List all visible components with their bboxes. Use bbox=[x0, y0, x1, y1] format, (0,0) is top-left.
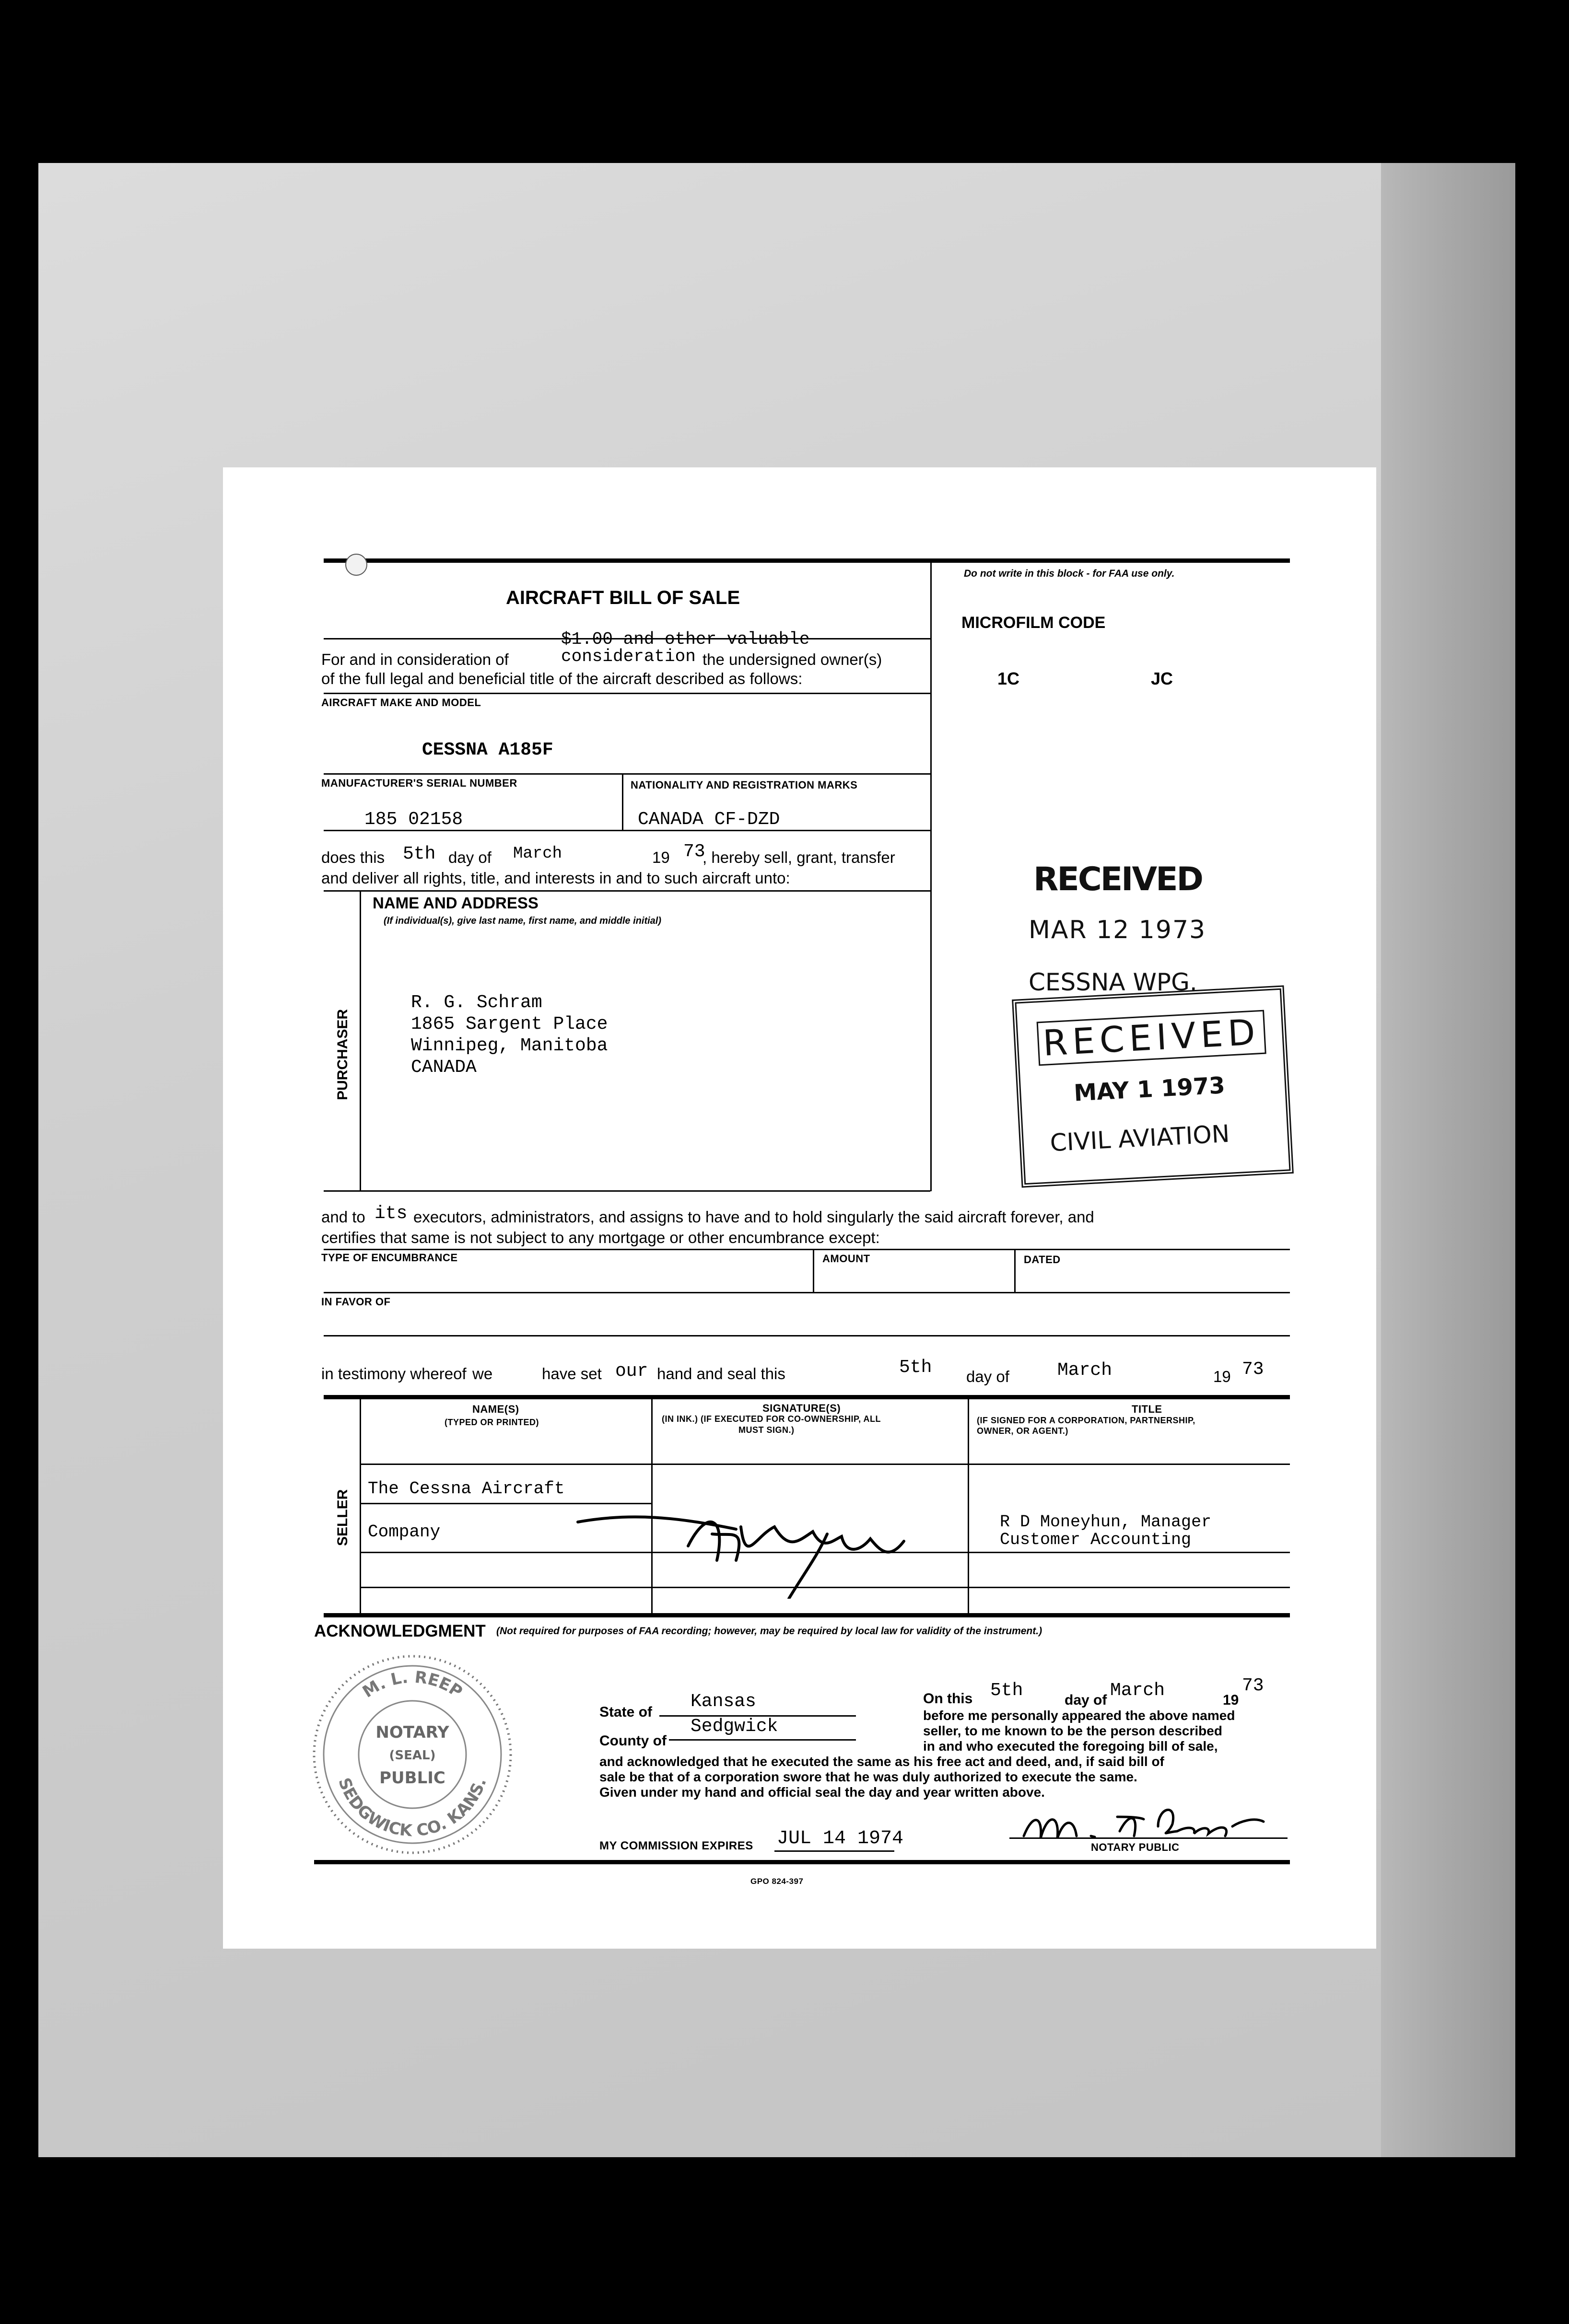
testimony-text-1: in testimony whereof bbox=[321, 1365, 467, 1383]
serial-value: 185 02158 bbox=[364, 809, 463, 830]
title-col-divider bbox=[968, 1395, 969, 1613]
county-label: County of bbox=[599, 1733, 667, 1749]
assigns-text-2: executors, administrators, and assigns to have and to hold singularly the said aircraft forever, and bbox=[413, 1208, 1094, 1226]
title-header: TITLE bbox=[1132, 1403, 1162, 1415]
purchaser-line-4: CANADA bbox=[411, 1057, 477, 1078]
testimony-month: March bbox=[1057, 1360, 1112, 1381]
ack-text-line-2: sale be that of a corporation swore that he was duly authorized to execute the same. bbox=[599, 1769, 1137, 1784]
ack-label: ACKNOWLEDGMENT bbox=[314, 1622, 486, 1640]
notary-label: NOTARY PUBLIC bbox=[1091, 1841, 1180, 1853]
seal-top-text: M. L. REEP bbox=[359, 1667, 466, 1702]
consideration-value-1: $1.00 and other valuable bbox=[561, 629, 810, 649]
seller-label: SELLER bbox=[335, 1489, 351, 1546]
assigns-text-1: and to bbox=[321, 1208, 365, 1226]
sell-year: 73 bbox=[683, 841, 705, 862]
names-header: NAME(S) bbox=[472, 1403, 519, 1415]
received-stamp-1-title: RECEIVED bbox=[1033, 860, 1202, 898]
rule-9 bbox=[324, 1395, 1290, 1399]
sell-day: 5th bbox=[403, 844, 436, 864]
microfilm-code-2: JC bbox=[1151, 669, 1173, 688]
seller-name-line-1: The Cessna Aircraft bbox=[368, 1479, 565, 1499]
commission-label: MY COMMISSION EXPIRES bbox=[599, 1839, 753, 1852]
notary-seal bbox=[307, 1649, 518, 1860]
seller-row-rule-2 bbox=[360, 1552, 1290, 1553]
ack-text-line-3: Given under my hand and official seal the day and year written above. bbox=[599, 1785, 1045, 1800]
testimony-text-2: have set bbox=[542, 1365, 602, 1383]
consideration-suffix: the undersigned owner(s) bbox=[703, 651, 882, 668]
rule-5 bbox=[324, 1190, 930, 1192]
testimony-year: 73 bbox=[1242, 1359, 1264, 1380]
title-subheader-2: OWNER, OR AGENT.) bbox=[977, 1426, 1068, 1436]
notary-rule bbox=[1009, 1837, 1288, 1839]
ack-year: 73 bbox=[1242, 1675, 1264, 1696]
punch-hole bbox=[345, 554, 367, 576]
title-subheader-1: (IF SIGNED FOR A CORPORATION, PARTNERSHIP, bbox=[977, 1416, 1195, 1425]
encumbrance-label: TYPE OF ENCUMBRANCE bbox=[321, 1252, 458, 1264]
amount-label: AMOUNT bbox=[822, 1253, 870, 1265]
on-this-label: On this bbox=[923, 1691, 973, 1707]
in-favor-label: IN FAVOR OF bbox=[321, 1296, 391, 1308]
dated-label: DATED bbox=[1024, 1254, 1061, 1266]
ack-day-of: day of bbox=[1065, 1692, 1107, 1708]
seal-center-3: PUBLIC bbox=[379, 1768, 445, 1788]
name-address-label: NAME AND ADDRESS bbox=[373, 894, 539, 912]
rule-7 bbox=[324, 1292, 1290, 1293]
received-stamp-2-org: CIVIL AVIATION bbox=[1049, 1119, 1230, 1157]
ack-text-line-1: and acknowledged that he executed the same as his free act and deed, and, if said bill of bbox=[599, 1754, 1164, 1769]
seal-center-2: (SEAL) bbox=[389, 1748, 436, 1763]
rule-2 bbox=[324, 773, 930, 775]
notary-signature-text: M. L. Reep bbox=[1158, 1826, 1161, 1827]
mounting-board-edge bbox=[1381, 163, 1515, 2157]
county-value: Sedgwick bbox=[691, 1716, 778, 1737]
rule-1 bbox=[324, 693, 930, 694]
rule-6 bbox=[324, 1249, 1290, 1250]
faa-block-divider bbox=[930, 558, 932, 1191]
ack-note: (Not required for purposes of FAA recording; however, may be required by local law for validity of the instrument.) bbox=[496, 1626, 1042, 1637]
sell-text-3: 19 bbox=[652, 848, 670, 866]
ack-19: 19 bbox=[1223, 1692, 1239, 1708]
serial-label: MANUFACTURER'S SERIAL NUMBER bbox=[321, 777, 517, 789]
assigns-its: its bbox=[375, 1203, 408, 1224]
sell-text-1: does this bbox=[321, 848, 385, 866]
ack-text-right-2: seller, to me known to be the person described bbox=[923, 1723, 1222, 1738]
testimony-our: our bbox=[615, 1361, 648, 1382]
received-stamp-1-date: MAR 12 1973 bbox=[1029, 916, 1206, 944]
testimony-text-4: day of bbox=[966, 1368, 1009, 1385]
state-value: Kansas bbox=[691, 1691, 756, 1712]
ack-month: March bbox=[1110, 1680, 1165, 1701]
svg-text:M. L. REEP bbox=[359, 1668, 466, 1702]
dated-divider bbox=[1014, 1249, 1016, 1293]
testimony-we: we bbox=[472, 1365, 493, 1383]
purchaser-label: PURCHASER bbox=[335, 1009, 351, 1100]
seal-bottom-text: SEDGWICK CO. KANS. bbox=[334, 1775, 491, 1841]
rule-8 bbox=[324, 1335, 1290, 1336]
purchaser-divider bbox=[360, 890, 361, 1191]
assigns-text-3: certifies that same is not subject to any mortgage or other encumbrance except: bbox=[321, 1229, 880, 1246]
seller-signature bbox=[573, 1488, 966, 1599]
form-bottom-rule bbox=[314, 1860, 1290, 1864]
nationality-value: CANADA CF-DZD bbox=[638, 809, 780, 830]
rule-4 bbox=[324, 890, 930, 892]
amount-divider bbox=[813, 1249, 814, 1293]
sell-month: March bbox=[513, 845, 562, 863]
consideration-value-2: consideration bbox=[561, 647, 696, 666]
rule-10 bbox=[324, 1613, 1290, 1617]
purchaser-line-3: Winnipeg, Manitoba bbox=[411, 1035, 608, 1056]
purchaser-line-2: 1865 Sargent Place bbox=[411, 1014, 608, 1034]
received-stamp-1-org: CESSNA WPG. bbox=[1029, 968, 1197, 996]
faa-block-note: Do not write in this block - for FAA use only. bbox=[964, 568, 1175, 579]
ack-text-right-3: in and who executed the foregoing bill of sale, bbox=[923, 1739, 1218, 1754]
ack-day: 5th bbox=[990, 1680, 1023, 1701]
testimony-text-3: hand and seal this bbox=[657, 1365, 785, 1383]
seller-row-rule-3 bbox=[360, 1587, 1290, 1588]
name-address-hint: (If individual(s), give last name, first name, and middle initial) bbox=[384, 916, 661, 926]
seller-name-line-2: Company bbox=[368, 1522, 441, 1542]
purchaser-line-1: R. G. Schram bbox=[411, 992, 542, 1013]
serial-divider bbox=[622, 773, 623, 830]
form-top-rule bbox=[324, 558, 1290, 563]
names-subheader: (TYPED OR PRINTED) bbox=[445, 1418, 539, 1427]
signatures-subheader-1: (IN INK.) (IF EXECUTED FOR CO-OWNERSHIP, ALL bbox=[662, 1414, 881, 1424]
sell-text-5: and deliver all rights, title, and interests in and to such aircraft unto: bbox=[321, 869, 790, 887]
microfilm-code-label: MICROFILM CODE bbox=[961, 614, 1106, 632]
county-rule bbox=[669, 1739, 856, 1741]
state-label: State of bbox=[599, 1704, 653, 1720]
received-stamp-2 bbox=[1012, 985, 1294, 1187]
seal-center-1: NOTARY bbox=[375, 1723, 449, 1742]
sell-text-2: day of bbox=[448, 848, 492, 866]
consideration-prefix: For and in consideration of bbox=[321, 651, 509, 668]
bill-of-sale-form bbox=[223, 467, 1376, 1949]
microfilm-code-1: 1C bbox=[997, 669, 1020, 688]
make-model-label: AIRCRAFT MAKE AND MODEL bbox=[321, 697, 481, 709]
seller-row-rule-1 bbox=[360, 1464, 1290, 1465]
received-stamp-2-title: RECEIVED bbox=[1037, 1010, 1266, 1066]
seller-title-line-2: Customer Accounting bbox=[1000, 1530, 1192, 1549]
sell-text-4: , hereby sell, grant, transfer bbox=[703, 848, 895, 866]
signatures-subheader-2: MUST SIGN.) bbox=[738, 1425, 795, 1435]
commission-value: JUL 14 1974 bbox=[777, 1828, 904, 1849]
testimony-day: 5th bbox=[899, 1357, 932, 1378]
nationality-label: NATIONALITY AND REGISTRATION MARKS bbox=[631, 779, 858, 791]
seller-title-line-1: R D Moneyhun, Manager bbox=[1000, 1512, 1212, 1532]
commission-rule bbox=[774, 1850, 894, 1852]
rule-3 bbox=[324, 830, 930, 831]
testimony-text-5: 19 bbox=[1213, 1368, 1231, 1385]
title-statement: of the full legal and beneficial title of the aircraft described as follows: bbox=[321, 670, 803, 687]
make-model-value: CESSNA A185F bbox=[422, 740, 553, 760]
received-stamp-2-date: MAY 1 1973 bbox=[1073, 1072, 1226, 1107]
signatures-header: SIGNATURE(S) bbox=[762, 1402, 841, 1414]
gpo-code: GPO 824-397 bbox=[750, 1877, 804, 1886]
form-title: AIRCRAFT BILL OF SALE bbox=[506, 587, 740, 608]
ack-text-right-1: before me personally appeared the above named bbox=[923, 1708, 1235, 1723]
